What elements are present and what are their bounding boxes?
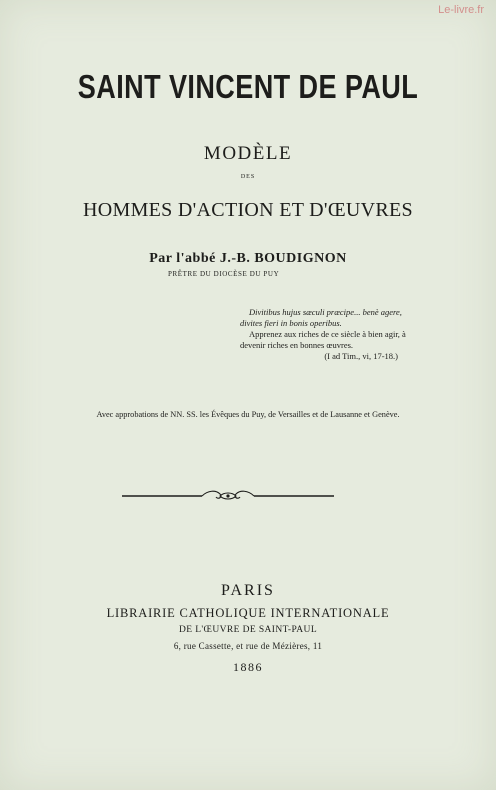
subtitle-modele: MODÈLE — [203, 143, 293, 164]
watermark: Le-livre.fr — [438, 4, 484, 16]
epigraph — [240, 307, 406, 362]
ornamental-rule-icon — [122, 489, 334, 503]
epigraph-reference: (I ad Tim., vi, 17-18.) — [324, 351, 398, 361]
publisher-address: 6, rue Cassette, et rue de Mézières, 11 — [173, 641, 323, 651]
publisher-line2: DE L'ŒUVRE DE SAINT-PAUL — [178, 625, 318, 635]
author-role: PRÊTRE DU DIOCÈSE DU PUY — [168, 270, 280, 278]
approbations-note: Avec approbations de NN. SS. les Évêques du Puy, de Versailles et de Lausanne et Genève. — [96, 410, 400, 419]
publisher-name: LIBRAIRIE CATHOLIQUE INTERNATIONALE — [106, 606, 390, 620]
publication-year: 1886 — [233, 660, 263, 674]
imprint-place: PARIS — [221, 582, 275, 599]
book-subtitle: HOMMES D'ACTION ET D'ŒUVRES — [83, 199, 413, 221]
author-line: Par l'abbé J.-B. BOUDIGNON — [149, 251, 347, 266]
subtitle-des: DES — [240, 174, 256, 180]
epigraph-french: Apprenez aux riches de ce siècle à bien agir, à devenir riches en bonnes œuvres. — [240, 329, 406, 350]
epigraph-latin: Divitibus hujus sæculi præcipe... benè agere, divites fieri in bonis operibus. — [240, 307, 402, 328]
book-title: SAINT VINCENT DE PAUL — [77, 68, 419, 105]
